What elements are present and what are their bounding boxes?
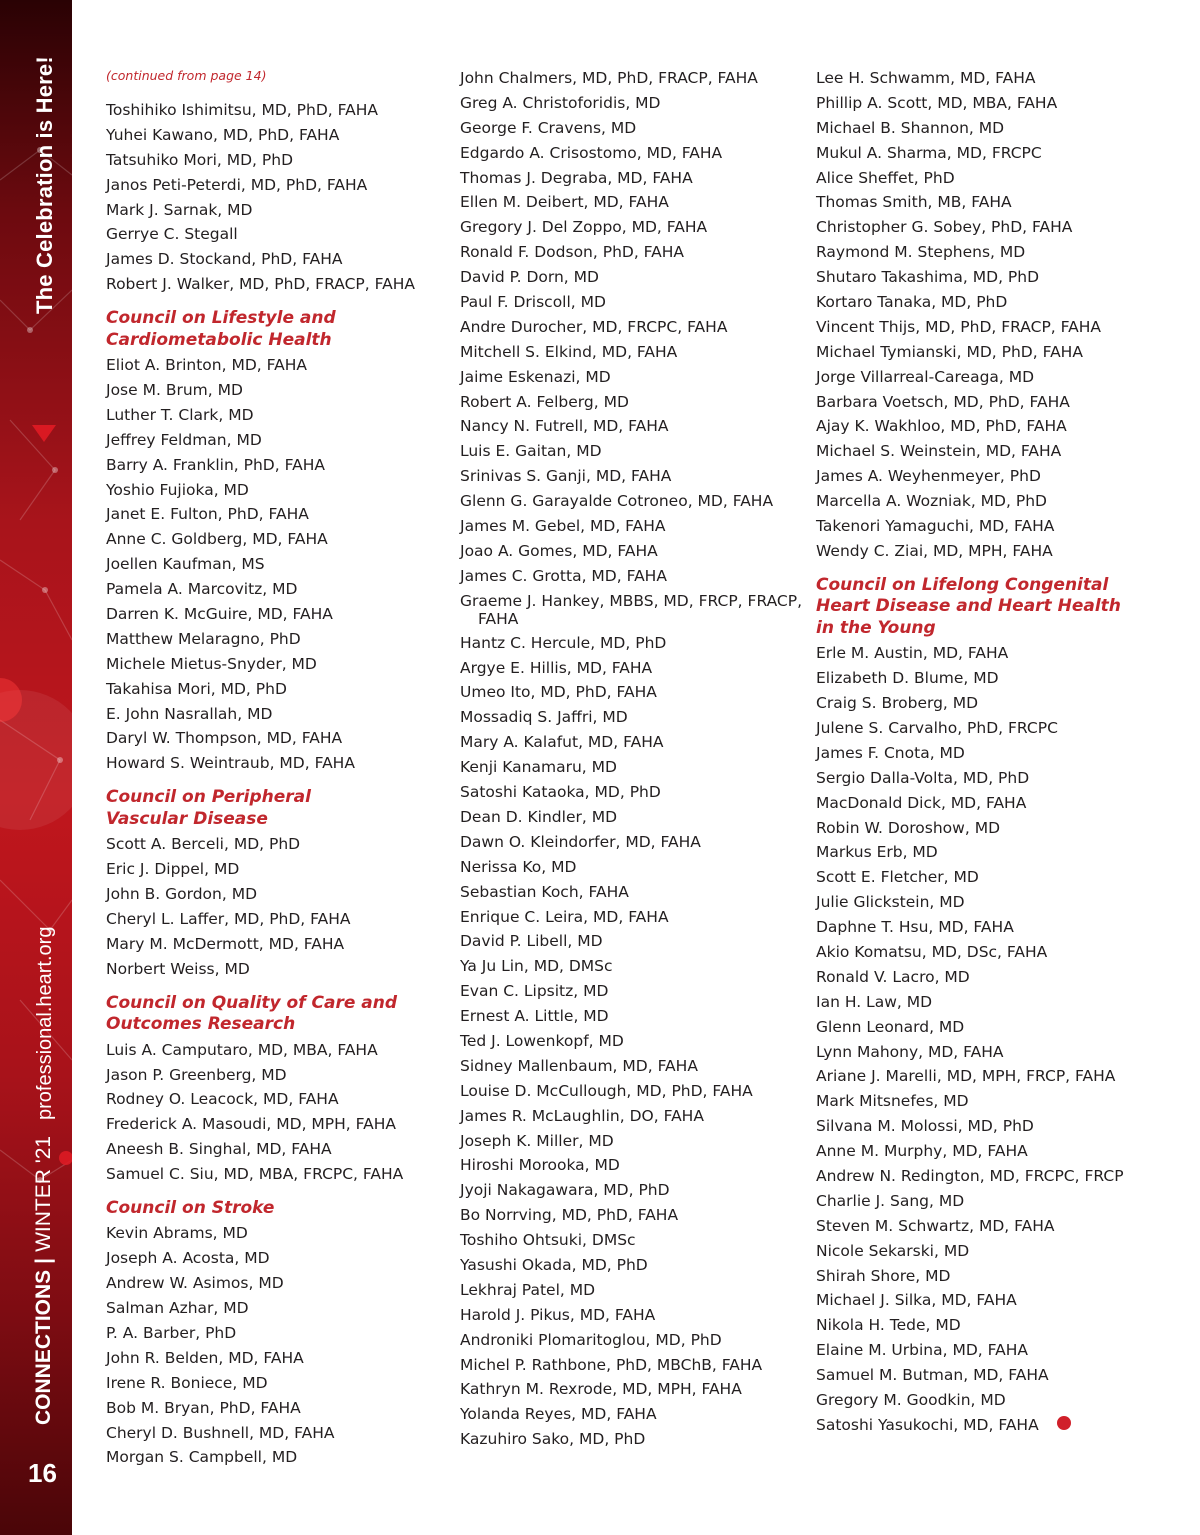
column-2 [460,66,805,1452]
member-name: Mark J. Sarnak, MD [106,200,253,219]
member-name: Michael B. Shannon, MD [816,118,1005,137]
stroke-name-list-continued [460,66,805,1452]
member-name: Yuhei Kawano, MD, PhD, FAHA [106,125,340,144]
member-name: Thomas Smith, MB, FAHA [816,193,1012,212]
member-name: Ernest A. Little, MD [460,1007,609,1026]
member-name: Barry A. Franklin, PhD, FAHA [106,455,325,474]
section-heading-line: Council on Peripheral [106,787,311,808]
member-name: Akio Komatsu, MD, DSc, FAHA [816,943,1048,961]
member-name: Luther T. Clark, MD [106,405,254,424]
member-name: Andre Durocher, MD, FRCPC, FAHA [460,317,728,336]
member-name: Toshihiko Ishimitsu, MD, PhD, FAHA [106,101,378,119]
intro-name-list [106,98,446,297]
continued-note: (continued from page 14) [106,68,267,83]
member-name: Daphne T. Hsu, MD, FAHA [816,918,1014,937]
member-name: Eliot A. Brinton, MD, FAHA [106,356,307,375]
member-name: Thomas J. Degraba, MD, FAHA [460,168,693,187]
member-name: Barbara Voetsch, MD, PhD, FAHA [816,392,1070,411]
member-name: John B. Gordon, MD [106,885,258,904]
member-name: Joao A. Gomes, MD, FAHA [460,541,658,560]
member-name: Mukul A. Sharma, MD, FRCPC [816,143,1042,162]
member-name: Elaine M. Urbina, MD, FAHA [816,1341,1028,1360]
member-name: Nikola H. Tede, MD [816,1316,961,1335]
member-name: Norbert Weiss, MD [106,959,250,978]
member-name: Ian H. Law, MD [816,992,933,1011]
member-name: Raymond M. Stephens, MD [816,243,1026,262]
member-name: Silvana M. Molossi, MD, PhD [816,1117,1034,1136]
member-name: Michael S. Weinstein, MD, FAHA [816,442,1062,461]
member-name: James R. McLaughlin, DO, FAHA [460,1106,704,1125]
member-name: Srinivas S. Ganji, MD, FAHA [460,467,672,486]
section-heading [106,308,446,351]
member-name: Steven M. Schwartz, MD, FAHA [816,1216,1055,1235]
member-name: Michel P. Rathbone, PhD, MBChB, FAHA [460,1355,763,1374]
member-name: Glenn Leonard, MD [816,1017,965,1036]
member-name: Umeo Ito, MD, PhD, FAHA [460,683,657,702]
member-name: Ted J. Lowenkopf, MD [460,1031,624,1050]
member-name: Robert A. Felberg, MD [460,392,629,411]
member-name: Samuel C. Siu, MD, MBA, FRCPC, FAHA [106,1165,404,1184]
member-name: Scott A. Berceli, MD, PhD [106,835,301,854]
member-name: Marcella A. Wozniak, MD, PhD [816,492,1047,511]
member-name: Eric J. Dippel, MD [106,860,240,879]
member-name: Paul F. Driscoll, MD [460,293,606,312]
member-name: Gerrye C. Stegall [106,225,238,244]
member-name: Aneesh B. Singhal, MD, FAHA [106,1140,332,1159]
member-name: James F. Cnota, MD [816,743,965,762]
member-name: Sergio Dalla-Volta, MD, PhD [816,768,1030,787]
member-name: Wendy C. Ziai, MD, MPH, FAHA [816,541,1053,560]
member-name: Mitchell S. Elkind, MD, FAHA [460,342,678,361]
member-name: Andrew W. Asimos, MD [106,1274,284,1293]
section-heading-line: Outcomes Research [106,1014,296,1035]
section-heading-line: Cardiometabolic Health [106,329,332,350]
member-name: Erle M. Austin, MD, FAHA [816,644,1009,663]
member-name: Sidney Mallenbaum, MD, FAHA [460,1056,698,1075]
member-name: Robert J. Walker, MD, PhD, FRACP, FAHA [106,275,415,294]
member-name: Cheryl L. Laffer, MD, PhD, FAHA [106,909,351,928]
member-name: Andrew N. Redington, MD, FRCPC, FRCP [816,1167,1124,1186]
member-name: James M. Gebel, MD, FAHA [460,517,666,536]
member-name: Kathryn M. Rexrode, MD, MPH, FAHA [460,1380,742,1399]
issue-separator: | [32,1257,55,1264]
member-name: John Chalmers, MD, PhD, FRACP, FAHA [460,69,758,87]
column-1 [106,66,446,1470]
section-name-list [106,1038,446,1187]
section-heading [106,993,446,1036]
member-name: Elizabeth D. Blume, MD [816,669,999,688]
member-name: Ariane J. Marelli, MD, MPH, FRCP, FAHA [816,1067,1116,1086]
member-name: Janos Peti-Peterdi, MD, PhD, FAHA [106,175,368,194]
member-name: Alice Sheffet, PhD [816,168,955,187]
member-name: Nicole Sekarski, MD [816,1241,970,1260]
member-name: Sebastian Koch, FAHA [460,882,629,901]
member-name: Androniki Plomaritoglou, MD, PhD [460,1330,722,1349]
member-name: Bob M. Bryan, PhD, FAHA [106,1398,301,1417]
section-heading-line: Heart Disease and Heart Health [816,596,1121,617]
section-name-list [106,1221,446,1470]
member-name: Gregory J. Del Zoppo, MD, FAHA [460,218,708,237]
member-name: Tatsuhiko Mori, MD, PhD [106,150,293,169]
member-name: James D. Stockand, PhD, FAHA [106,250,343,269]
member-name: Dawn O. Kleindorfer, MD, FAHA [460,832,701,851]
member-name: James C. Grotta, MD, FAHA [460,566,667,585]
member-name: David P. Dorn, MD [460,268,599,287]
member-name: Ronald V. Lacro, MD [816,967,970,986]
member-name: James A. Weyhenmeyer, PhD [816,467,1041,486]
member-name: Greg A. Christoforidis, MD [460,93,661,112]
member-name: Joellen Kaufman, MS [106,555,265,574]
section-heading [816,575,1176,640]
member-name: Rodney O. Leacock, MD, FAHA [106,1090,339,1109]
member-name: Kenji Kanamaru, MD [460,758,617,777]
stroke-name-list-continued-2 [816,66,1176,564]
member-name: Harold J. Pikus, MD, FAHA [460,1305,656,1324]
member-name: Bo Norrving, MD, PhD, FAHA [460,1206,679,1225]
member-name: Julene S. Carvalho, PhD, FRCPC [816,718,1058,737]
section-heading [106,1198,446,1220]
member-name: Christopher G. Sobey, PhD, FAHA [816,218,1073,237]
section-heading-line: in the Young [816,617,936,638]
section-heading-line: Council on Lifelong Congenital [816,574,1109,595]
member-name: Julie Glickstein, MD [816,893,965,912]
member-name: Shirah Shore, MD [816,1266,951,1285]
member-name: Lee H. Schwamm, MD, FAHA [816,69,1036,87]
member-name: John R. Belden, MD, FAHA [106,1348,304,1367]
section-name-list [106,353,446,776]
member-name: Vincent Thijs, MD, PhD, FRACP, FAHA [816,317,1102,336]
member-name: Samuel M. Butman, MD, FAHA [816,1366,1049,1385]
member-name: Jorge Villarreal-Careaga, MD [816,367,1035,386]
member-name: Luis E. Gaitan, MD [460,442,602,461]
member-name: Charlie J. Sang, MD [816,1191,965,1210]
member-name: Nancy N. Futrell, MD, FAHA [460,417,669,436]
section-heading [106,787,446,830]
member-name: George F. Cravens, MD [460,118,637,137]
member-name: Matthew Melaragno, PhD [106,629,301,648]
member-name: Jeffrey Feldman, MD [106,430,262,449]
member-name: P. A. Barber, PhD [106,1324,237,1343]
member-name: Takenori Yamaguchi, MD, FAHA [816,517,1055,536]
member-name: Michael J. Silka, MD, FAHA [816,1291,1017,1310]
member-name: Ya Ju Lin, MD, DMSc [460,957,613,976]
member-name: Jose M. Brum, MD [106,381,243,400]
member-name: Jaime Eskenazi, MD [460,367,611,386]
member-name: Darren K. McGuire, MD, FAHA [106,605,333,624]
member-name: Pamela A. Marcovitz, MD [106,580,298,599]
member-name: Gregory M. Goodkin, MD [816,1391,1006,1410]
member-name: Michele Mietus-Snyder, MD [106,654,317,673]
member-name: Nerissa Ko, MD [460,857,577,876]
member-name: Anne M. Murphy, MD, FAHA [816,1142,1028,1161]
member-name: Irene R. Boniece, MD [106,1373,268,1392]
member-name: Argye E. Hillis, MD, FAHA [460,658,653,677]
member-name: Craig S. Broberg, MD [816,694,979,713]
section-name-list [106,832,446,981]
member-name: Markus Erb, MD [816,843,938,862]
member-name: Daryl W. Thompson, MD, FAHA [106,729,343,748]
issue-line [32,1136,56,1425]
member-name: Lekhraj Patel, MD [460,1280,596,1299]
member-name: Joseph K. Miller, MD [460,1131,614,1150]
page-number: 16 [28,1458,57,1488]
section-heading-line: Vascular Disease [106,808,268,829]
member-name: Ellen M. Deibert, MD, FAHA [460,193,669,212]
section-heading-line: Council on Lifestyle and [106,308,336,329]
member-name: Glenn G. Garayalde Cotroneo, MD, FAHA [460,492,774,511]
member-name: Cheryl D. Bushnell, MD, FAHA [106,1423,335,1442]
member-name: Enrique C. Leira, MD, FAHA [460,907,669,926]
issue-name: WINTER '21 [32,1135,55,1252]
member-name: Phillip A. Scott, MD, MBA, FAHA [816,93,1058,112]
column-3 [816,66,1176,1438]
section-heading-line: Council on Stroke [106,1197,275,1218]
member-name: Ronald F. Dodson, PhD, FAHA [460,243,685,262]
member-name: Howard S. Weintraub, MD, FAHA [106,754,355,773]
member-name: Yolanda Reyes, MD, FAHA [460,1405,657,1424]
member-name: Lynn Mahony, MD, FAHA [816,1042,1004,1061]
member-name: Morgan S. Campbell, MD [106,1448,298,1467]
member-name: Yasushi Okada, MD, PhD [460,1255,648,1274]
sidebar [0,0,72,1535]
member-name: Edgardo A. Crisostomo, MD, FAHA [460,143,723,162]
member-name: Louise D. McCullough, MD, PhD, FAHA [460,1081,753,1100]
website-link[interactable]: professional.heart.org [34,926,56,1120]
member-name: MacDonald Dick, MD, FAHA [816,793,1027,812]
member-name: Dean D. Kindler, MD [460,807,618,826]
member-name: Jason P. Greenberg, MD [106,1065,287,1084]
member-name: Mary M. McDermott, MD, FAHA [106,934,345,953]
council-sections [106,308,446,1470]
member-name: Kortaro Tanaka, MD, PhD [816,293,1008,312]
publication-name: CONNECTIONS [32,1269,55,1425]
member-name: Takahisa Mori, MD, PhD [106,679,287,698]
member-name: Satoshi Kataoka, MD, PhD [460,783,661,802]
member-name: Toshiho Ohtsuki, DMSc [460,1231,636,1250]
member-name: Kevin Abrams, MD [106,1224,248,1243]
member-name: E. John Nasrallah, MD [106,704,273,723]
congenital-name-list [816,641,1176,1438]
member-name: Joseph A. Acosta, MD [106,1249,270,1268]
member-name: Mary A. Kalafut, MD, FAHA [460,733,664,752]
member-name: Robin W. Doroshow, MD [816,818,1001,837]
member-name: Hantz C. Hercule, MD, PhD [460,633,667,652]
member-name: Janet E. Fulton, PhD, FAHA [106,505,309,524]
member-name: Jyoji Nakagawara, MD, PhD [460,1181,670,1200]
member-name: Salman Azhar, MD [106,1299,249,1318]
section-heading-line: Council on Quality of Care and [106,992,398,1013]
member-name: Scott E. Fletcher, MD [816,868,979,887]
member-name: Ajay K. Wakhloo, MD, PhD, FAHA [816,417,1067,436]
member-name: David P. Libell, MD [460,932,603,951]
member-name: Mossadiq S. Jaffri, MD [460,708,628,727]
member-name: Shutaro Takashima, MD, PhD [816,268,1040,287]
member-name: Anne C. Goldberg, MD, FAHA [106,530,328,549]
member-name: Evan C. Lipsitz, MD [460,982,609,1001]
member-name: Satoshi Yasukochi, MD, FAHA [816,1413,1176,1438]
end-of-article-icon [1057,1416,1071,1430]
member-name: Hiroshi Morooka, MD [460,1156,620,1175]
member-name: Graeme J. Hankey, MBBS, MD, FRCP, FRACP, FAHA [460,591,803,628]
member-name: Michael Tymianski, MD, PhD, FAHA [816,342,1083,361]
member-name: Mark Mitsnefes, MD [816,1092,969,1111]
member-name: Yoshio Fujioka, MD [106,480,249,499]
member-name: Kazuhiro Sako, MD, PhD [460,1430,646,1449]
celebration-tagline: The Celebration is Here! [32,56,57,314]
member-name: Frederick A. Masoudi, MD, MPH, FAHA [106,1115,397,1134]
member-name: Luis A. Camputaro, MD, MBA, FAHA [106,1040,378,1059]
